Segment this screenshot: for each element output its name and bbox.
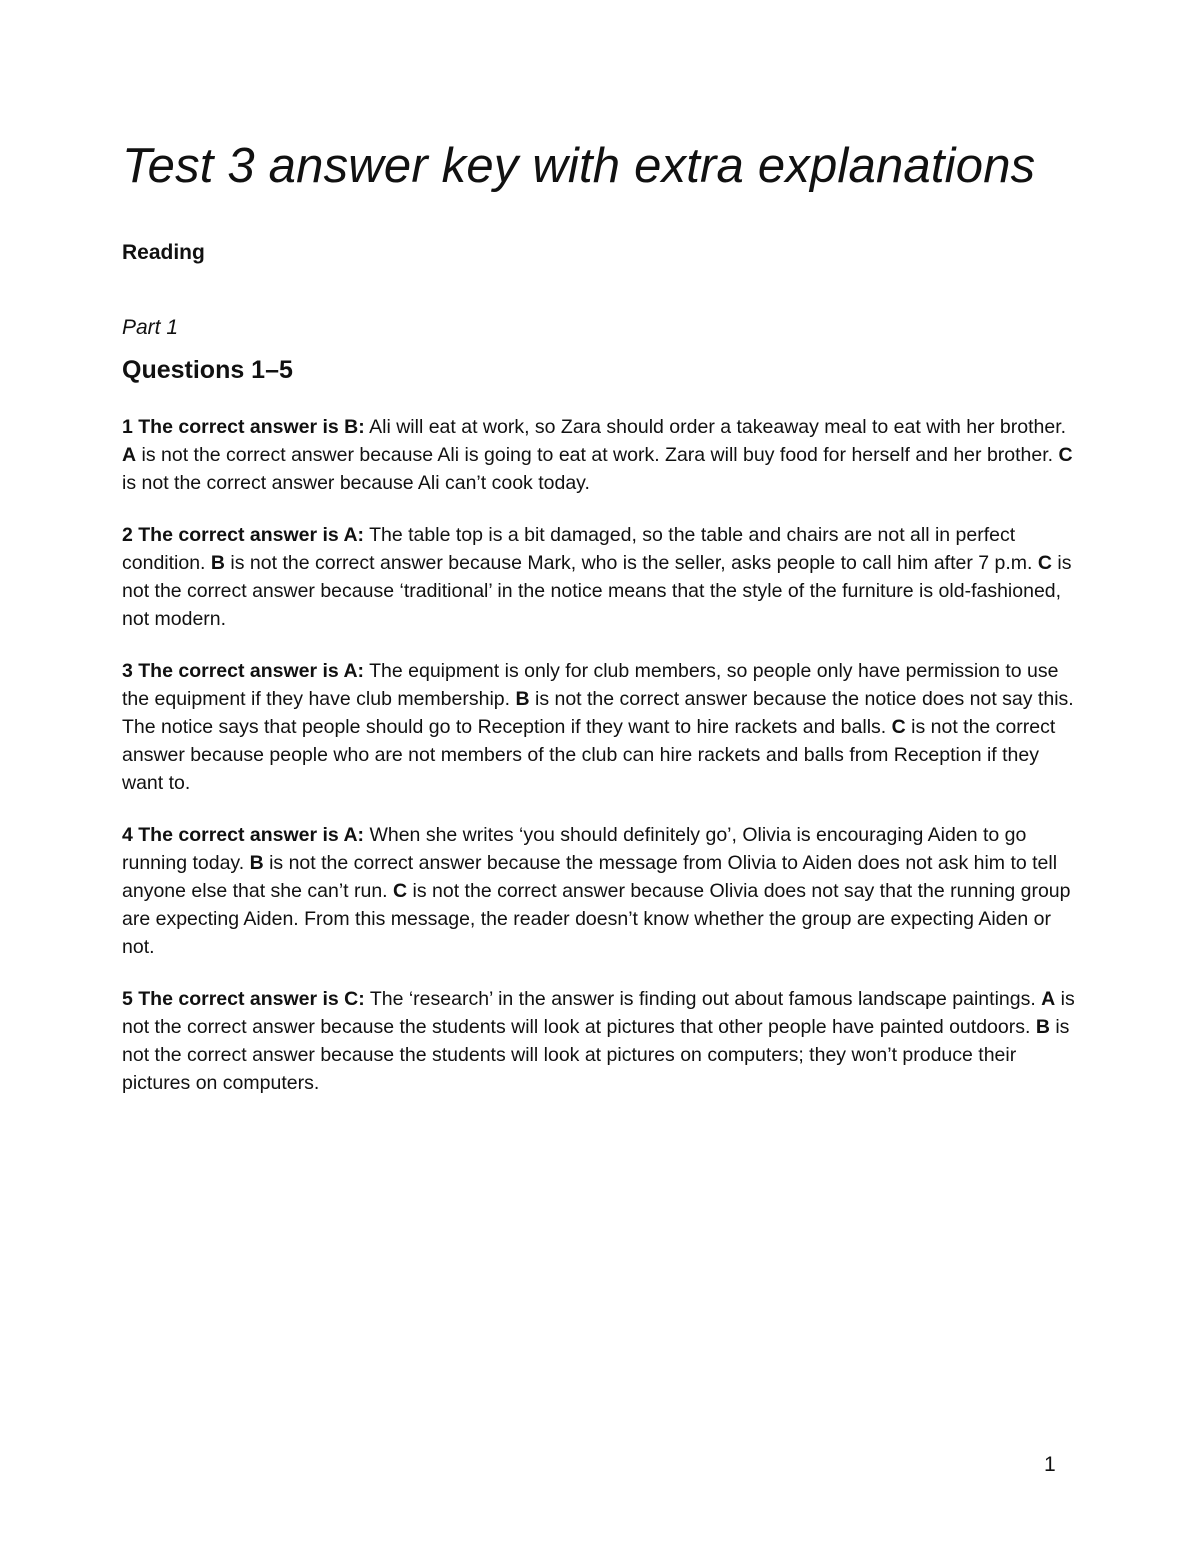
questions-heading: Questions 1–5 bbox=[122, 356, 293, 384]
answer-text: is not the correct answer because Ali can’t cook today. bbox=[122, 472, 590, 494]
answer-text: is not the correct answer because people who are not members of the club can hire rackets and balls from Reception if they want to. bbox=[122, 716, 1056, 794]
answer-option: C bbox=[393, 880, 408, 902]
answer-option: C bbox=[1037, 552, 1052, 574]
answer-lead: 4 The correct answer is A: bbox=[122, 824, 365, 846]
answer-text: The ‘research’ in the answer is finding out about famous landscape paintings. bbox=[364, 988, 1042, 1010]
answer-text: is not the correct answer because Mark, who is the seller, asks people to call him after 7 p.m. bbox=[225, 552, 1038, 574]
answer-text: is not the correct answer because the notice does not say this. The notice says that people should go to Reception if they want to hire rackets and balls. bbox=[122, 688, 1074, 738]
answer-option: C bbox=[1058, 444, 1073, 466]
answer-text: When she writes ‘you should definitely go’, Olivia is encouraging Aiden to go running today. bbox=[122, 824, 1027, 874]
answer-text: is not the correct answer because the students will look at pictures that other people have painted outdoors. bbox=[122, 988, 1075, 1038]
answer-text: is not the correct answer because the students will look at pictures on computers; they won’t produce their pictures on computers. bbox=[122, 1016, 1070, 1094]
answer-text: The equipment is only for club members, so people only have permission to use the equipment if they have club membership. bbox=[122, 660, 1059, 710]
section-heading: Reading bbox=[122, 241, 205, 264]
answer-text: is not the correct answer because the message from Olivia to Aiden does not ask him to tell anyone else that she can’t run. bbox=[122, 852, 1058, 902]
part-label: Part 1 bbox=[122, 316, 179, 339]
answer-option: B bbox=[210, 552, 225, 574]
answer-lead: 1 The correct answer is B: bbox=[122, 416, 365, 438]
answer-option: A bbox=[1041, 988, 1056, 1010]
answer-2 bbox=[122, 521, 1082, 633]
answer-lead: 2 The correct answer is A: bbox=[122, 524, 365, 546]
answer-option: B bbox=[249, 852, 264, 874]
answer-text: is not the correct answer because Ali is going to eat at work. Zara will buy food for herself and her brother. bbox=[136, 444, 1059, 466]
answer-3 bbox=[122, 657, 1082, 797]
answer-option: B bbox=[1035, 1016, 1050, 1038]
answer-text: The table top is a bit damaged, so the table and chairs are not all in perfect condition. bbox=[122, 524, 1016, 574]
answer-5 bbox=[122, 985, 1082, 1097]
answer-text: is not the correct answer because ‘traditional’ in the notice means that the style of the furniture is old-fashioned, not modern. bbox=[122, 552, 1072, 630]
answer-option: A bbox=[122, 444, 137, 466]
answer-text: is not the correct answer because Olivia does not say that the running group are expecting Aiden. From this message, the reader doesn’t know whether the group are expecting Aiden or not. bbox=[122, 880, 1071, 958]
document-title: Test 3 answer key with extra explanations bbox=[122, 139, 1036, 193]
answer-lead: 5 The correct answer is C: bbox=[122, 988, 365, 1010]
answer-1 bbox=[122, 413, 1082, 497]
answer-option: C bbox=[891, 716, 906, 738]
answer-option: B bbox=[515, 688, 530, 710]
page-number: 1 bbox=[1044, 1453, 1056, 1476]
answer-4 bbox=[122, 821, 1082, 961]
answer-lead: 3 The correct answer is A: bbox=[122, 660, 365, 682]
answer-text: Ali will eat at work, so Zara should order a takeaway meal to eat with her brother. bbox=[364, 416, 1067, 438]
answer-list bbox=[122, 413, 1082, 1121]
